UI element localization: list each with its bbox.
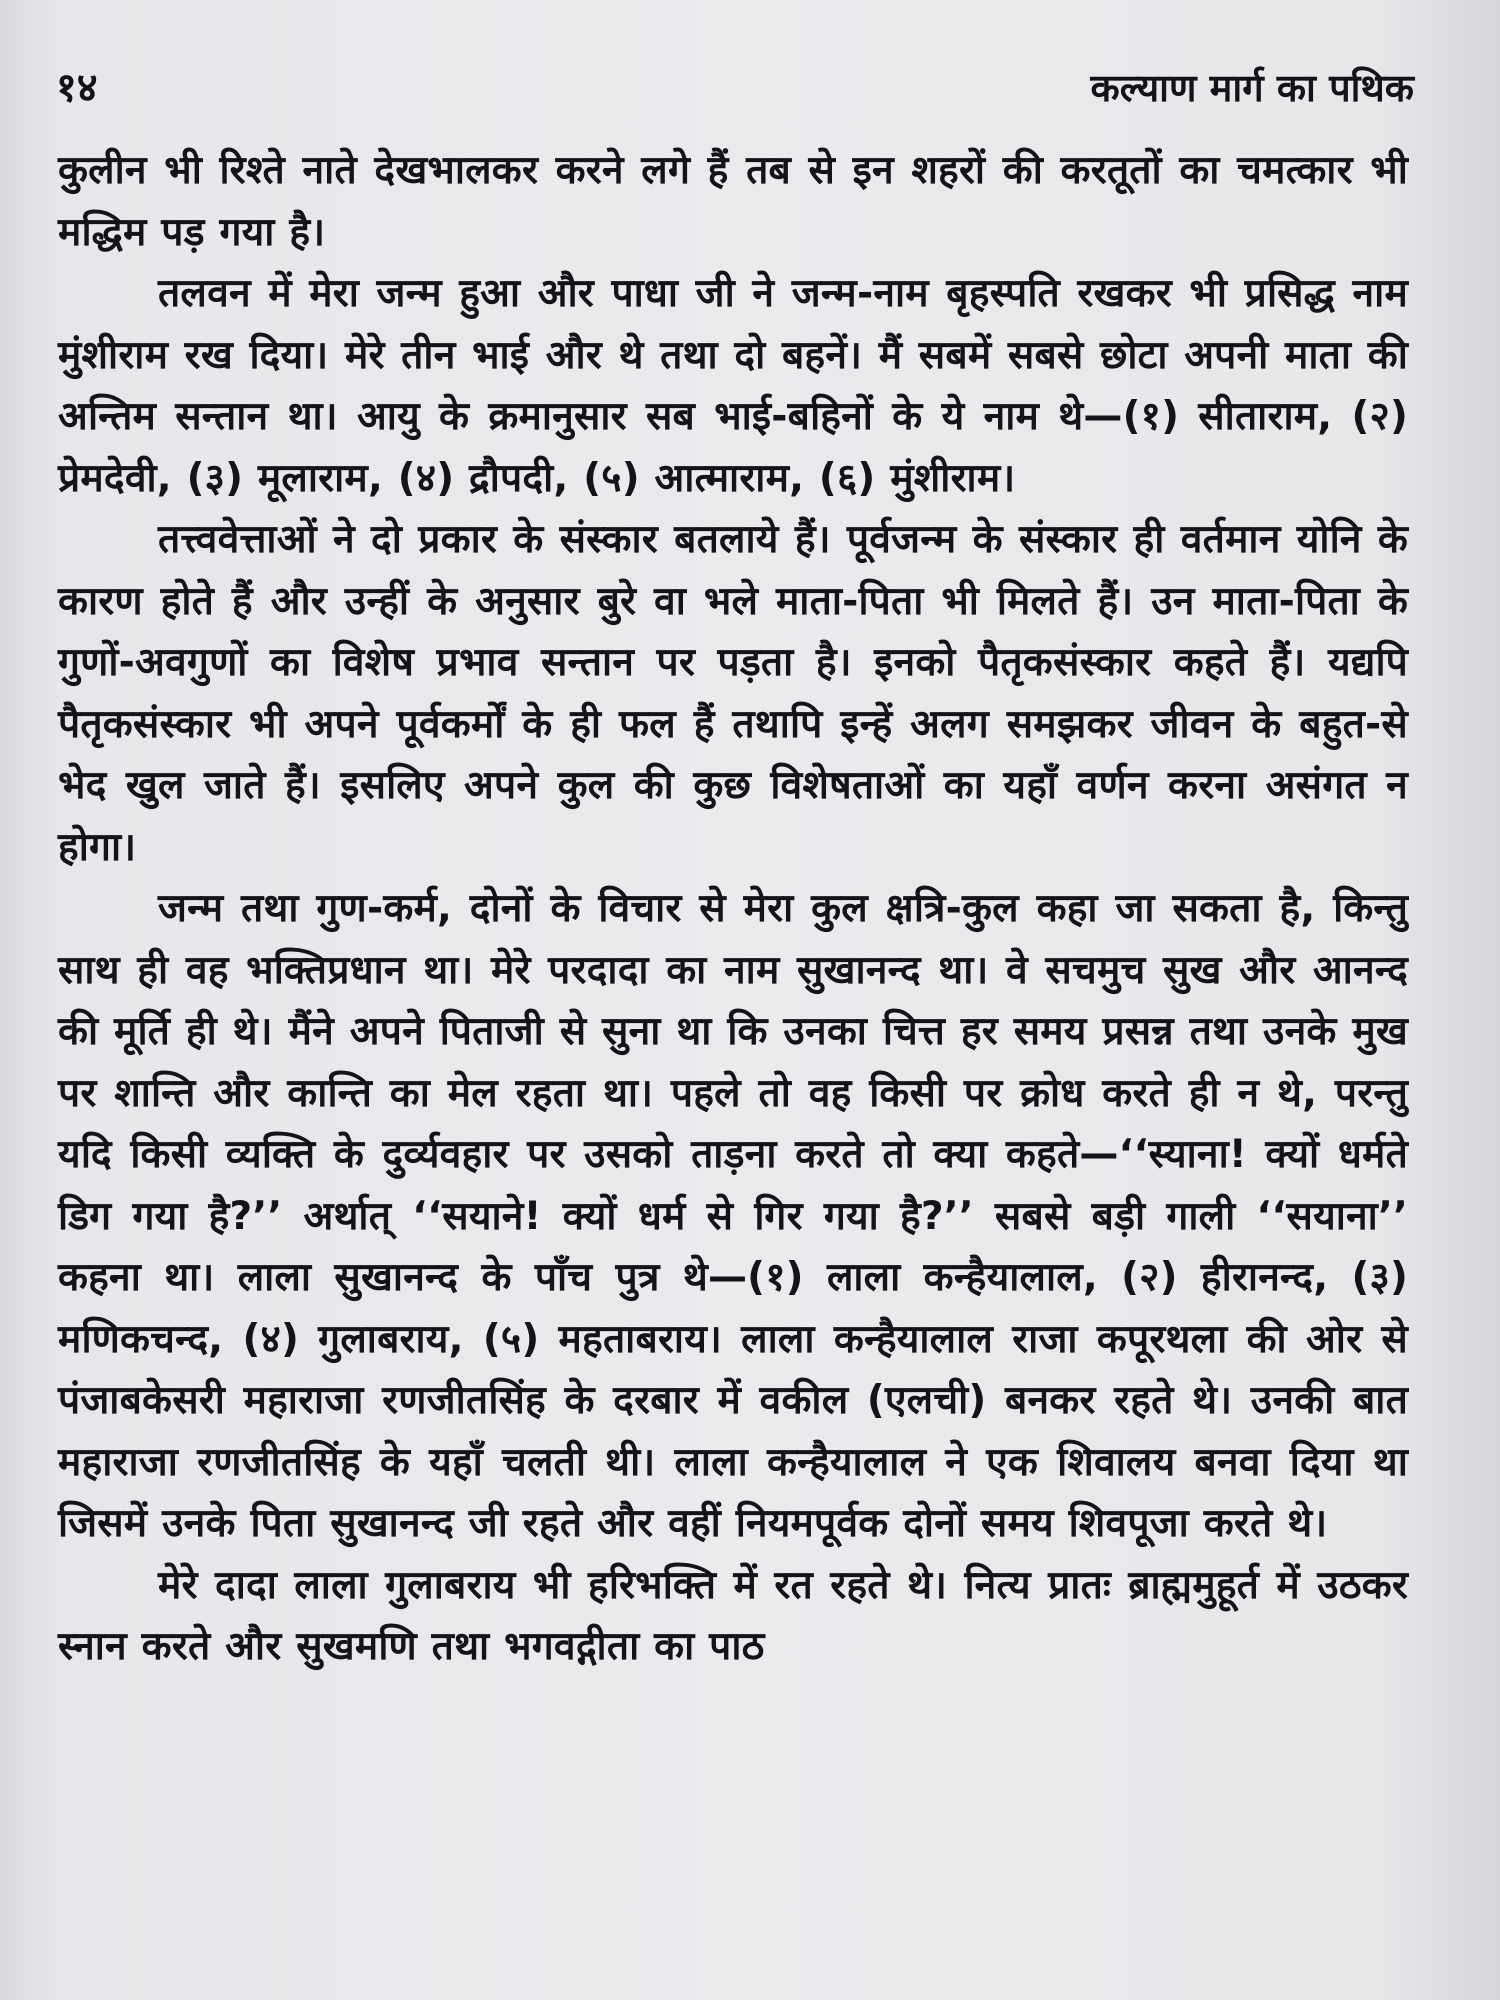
paragraph: तलवन में मेरा जन्म हुआ और पाधा जी ने जन्म-नाम बृहस्पति रखकर भी प्रसिद्ध नाम मुंशीराम रख दिया। मेरे तीन भाई और थे तथा दो बहनें। मैं सबमें सबसे छोटा अपनी माता की अन्तिम सन्तान था। आयु के क्रमानुसार सब भाई-बहिनों के ये नाम थे—(१) सीताराम, (२) प्रेमदेवी, (३) मूलाराम, (४) द्रौपदी, (५) आत्माराम, (६) मुंशीराम। — [58, 271, 1408, 501]
paragraph: मेरे दादा लाला गुलाबराय भी हरिभक्ति में रत रहते थे। नित्य प्रातः ब्राह्ममुहूर्त में उठकर स्नान करते और सुखमणि तथा भगवद्गीता का पाठ — [58, 1562, 1408, 1669]
paragraph: जन्म तथा गुण-कर्म, दोनों के विचार से मेरा कुल क्षत्रि-कुल कहा जा सकता है, किन्तु साथ ही वह भक्तिप्रधान था। मेरे परदादा का नाम सुखानन्द था। वे सचमुच सुख और आनन्द की मूर्ति ही थे। मैंने अपने पिताजी से सुना था कि उनका चित्त हर समय प्रसन्न तथा उनके मुख पर शान्ति और कान्ति का मेल रहता था। पहले तो वह किसी पर क्रोध करते ही न थे, परन्तु यदि किसी व्यक्ति के दुर्व्यवहार पर उसको ताड़ना करते तो क्या कहते—‘‘स्याना! क्यों धर्मते डिग गया है?’’ अर्थात् ‘‘सयाने! क्यों धर्म से गिर गया है?’’ सबसे बड़ी गाली ‘‘सयाना’’ कहना था। लाला सुखानन्द के पाँच पुत्र थे—(१) लाला कन्हैयालाल, (२) हीरानन्द, (३) मणिकचन्द, (४) गुलाबराय, (५) महताबराय। लाला कन्हैयालाल राजा कपूरथला की ओर से पंजाबकेसरी महाराजा रणजीतसिंह के दरबार में वकील (एलची) बनकर रहते थे। उनकी बात महाराजा रणजीतसिंह के यहाँ चलती थी। लाला कन्हैयालाल ने एक शिवालय बनवा दिया था जिसमें उनके पिता सुखानन्द जी रहते और वहीं नियमपूर्वक दोनों समय शिवपूजा करते थे। — [58, 886, 1408, 1546]
page-number: १४ — [56, 65, 98, 111]
body-text — [58, 140, 1408, 1678]
paragraph: तत्त्ववेत्ताओं ने दो प्रकार के संस्कार बतलाये हैं। पूर्वजन्म के संस्कार ही वर्तमान योनि के कारण होते हैं और उन्हीं के अनुसार बुरे वा भले माता-पिता भी मिलते हैं। उन माता-पिता के गुणों-अवगुणों का विशेष प्रभाव सन्तान पर पड़ता है। इनको पैतृकसंस्कार कहते हैं। यद्यपि पैतृकसंस्कार भी अपने पूर्वकर्मों के ही फल हैं तथापि इन्हें अलग समझकर जीवन के बहुत-से भेद खुल जाते हैं। इसलिए अपने कुल की कुछ विशेषताओं का यहाँ वर्णन करना असंगत न होगा। — [58, 517, 1408, 870]
paragraph: कुलीन भी रिश्ते नाते देखभालकर करने लगे हैं तब से इन शहरों की करतूतों का चमत्कार भी मद्धिम पड़ गया है। — [58, 148, 1408, 255]
page-header — [56, 58, 1414, 118]
running-title: कल्याण मार्ग का पथिक — [1090, 66, 1414, 110]
